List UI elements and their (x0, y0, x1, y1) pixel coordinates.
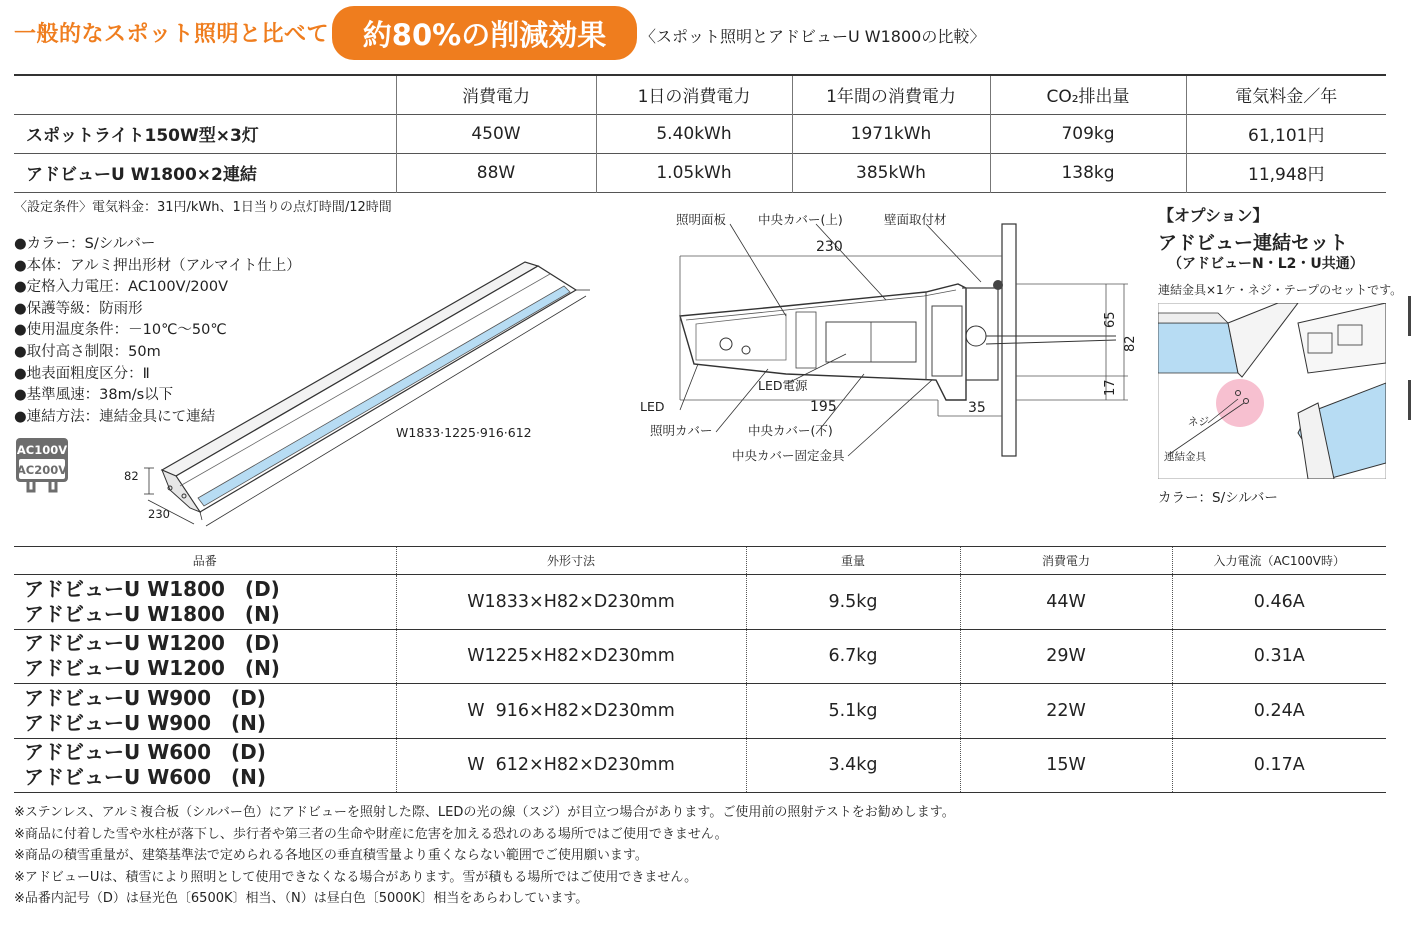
height-dimension: 82 (124, 469, 139, 483)
current-cell: 0.24A (1172, 684, 1386, 739)
note-item: ※商品に付着した雪や氷柱が落下し、歩行者や第三者の生命や財産に危害を加える恐れのある場所ではご使用できません。 (14, 826, 728, 842)
label-light-cover: 照明カバー (650, 423, 713, 438)
model-name-cell (14, 575, 396, 630)
power-cell: 22W (960, 684, 1172, 739)
notes-list (14, 802, 955, 910)
comparison-header-cell: 消費電力 (396, 75, 596, 114)
model-name: アドビューU W1200 (N) (24, 656, 280, 681)
table-row (14, 629, 1386, 684)
option-color: カラー：S/シルバー (1158, 490, 1278, 506)
dimensions-cell: W1225×H82×D230mm (396, 629, 746, 684)
model-header-row (14, 547, 1386, 575)
label-led: LED (640, 399, 665, 414)
badge-ac100-label: AC100V (16, 443, 68, 457)
model-name: アドビューU W1200 (D) (24, 631, 280, 656)
model-header-cell: 入力電流（AC100V時） (1172, 547, 1386, 575)
spec-item: ●保護等級：防雨形 (14, 300, 143, 317)
page-edge-mark (1408, 296, 1411, 336)
model-name: アドビューU W1800 (D) (24, 576, 280, 601)
spec-item: ●取付高さ制限：50m (14, 343, 161, 360)
product-illustration (140, 250, 600, 530)
table-row (14, 684, 1386, 739)
comparison-header-cell: 1日の消費電力 (596, 75, 792, 114)
model-name: アドビューU W900 (N) (24, 710, 267, 735)
table-cell: 61,101円 (1186, 114, 1386, 153)
connector-illustration (1158, 303, 1386, 479)
dimensions-cell: W 916×H82×D230mm (396, 684, 746, 739)
table-cell: 5.40kWh (596, 114, 792, 153)
dim-82: 82 (1123, 335, 1138, 352)
badge-ac200-label: AC200V (16, 463, 68, 477)
comparison-header-cell: 電気料金／年 (1186, 75, 1386, 114)
dimensions-cell: W 612×H82×D230mm (396, 738, 746, 793)
table-cell: 88W (396, 153, 596, 192)
model-name: アドビューU W600 (D) (24, 740, 266, 765)
note-item: ※商品の積雪重量が、建築基準法で定められる各地区の垂直積雪量より重くならない範囲でご使用願います。 (14, 848, 648, 863)
row-label: アドビューU W1800×2連結 (26, 165, 257, 185)
table-cell: 709kg (990, 114, 1186, 153)
comparison-header-cell (14, 75, 396, 114)
comparison-caption: 〈スポット照明とアドビューU W1800の比較〉 (640, 27, 986, 46)
comparison-header-cell: CO₂排出量 (990, 75, 1186, 114)
label-cover-fixing: 中央カバー固定金具 (732, 448, 845, 463)
model-name: アドビューU W600 (N) (24, 765, 267, 790)
option-subtitle: （アドビューN・L2・U共通） (1168, 256, 1364, 272)
table-row (14, 114, 1386, 153)
spec-item: ●地表面粗度区分：Ⅱ (14, 365, 150, 382)
spec-item: ●連結方法：連結金具にて連結 (14, 408, 216, 425)
dim-17: 17 (1103, 379, 1118, 396)
weight-cell: 5.1kg (746, 684, 960, 739)
voltage-badge-icon (15, 437, 69, 495)
table-cell: 1.05kWh (596, 153, 792, 192)
model-name-cell (14, 684, 396, 739)
label-cover-top: 中央カバー(上) (758, 212, 843, 227)
model-name: アドビューU W900 (D) (24, 685, 266, 710)
row-label: スポットライト150W型×3灯 (26, 126, 259, 146)
table-cell: 450W (396, 114, 596, 153)
dim-195: 195 (810, 399, 837, 415)
table-cell: 138kg (990, 153, 1186, 192)
table-cell: 1971kWh (792, 114, 990, 153)
note-item: ※アドビューUは、積雪により照明として使用できなくなる場合があります。雪が積もる場所ではご使用できません。 (14, 869, 698, 885)
length-dimension: W1833·1225·916·612 (396, 425, 532, 440)
table-cell: 11,948円 (1186, 153, 1386, 192)
model-header-cell: 消費電力 (960, 547, 1172, 575)
spec-item: ●本体：アルミ押出形材（アルマイト仕上） (14, 257, 301, 274)
option-description: 連結金具×1ケ・ネジ・テープのセットです。 (1158, 283, 1403, 297)
headline: 一般的なスポット照明と比べて (14, 22, 330, 47)
label-wall-mount: 壁面取付材 (884, 212, 947, 227)
settings-conditions: 〈設定条件〉電気料金：31円/kWh、1日当りの点灯時間/12時間 (14, 200, 392, 215)
power-cell: 29W (960, 629, 1172, 684)
bracket-label: 連結金具 (1164, 451, 1206, 463)
page-edge-mark (1408, 380, 1411, 420)
spec-item: ●定格入力電圧：AC100V/200V (14, 279, 229, 296)
table-row (14, 153, 1386, 192)
current-cell: 0.17A (1172, 738, 1386, 793)
model-name-cell (14, 738, 396, 793)
option-name: アドビュー連結セット (1158, 232, 1349, 254)
dim-35: 35 (968, 400, 986, 416)
dim-230: 230 (816, 239, 843, 255)
option-title: 【オプション】 (1158, 206, 1269, 225)
label-led-power: LED電源 (758, 378, 808, 393)
note-item: ※品番内記号（D）は昼光色〔6500K〕相当、（N）は昼白色〔5000K〕相当をあらわしています。 (14, 891, 589, 906)
model-name: アドビューU W1800 (N) (24, 601, 280, 626)
weight-cell: 6.7kg (746, 629, 960, 684)
comparison-header-row (14, 75, 1386, 114)
table-row (14, 738, 1386, 793)
model-header-cell: 外形寸法 (396, 547, 746, 575)
dimensions-cell: W1833×H82×D230mm (396, 575, 746, 630)
power-cell: 15W (960, 738, 1172, 793)
comparison-header-cell: 1年間の消費電力 (792, 75, 990, 114)
table-row (14, 575, 1386, 630)
dim-65: 65 (1103, 311, 1118, 328)
note-item: ※ステンレス、アルミ複合板（シルバー色）にアドビューを照射した際、LEDの光の線（スジ）が目立つ場合があります。ご使用前の照射テストをお勧めします。 (14, 805, 955, 820)
model-table (14, 546, 1386, 793)
model-header-cell: 重量 (746, 547, 960, 575)
screw-label: ネジ (1188, 416, 1209, 428)
power-cell: 44W (960, 575, 1172, 630)
weight-cell: 9.5kg (746, 575, 960, 630)
current-cell: 0.46A (1172, 575, 1386, 630)
depth-dimension: 230 (148, 507, 170, 521)
current-cell: 0.31A (1172, 629, 1386, 684)
spec-item: ●カラー：S/シルバー (14, 236, 156, 252)
comparison-table (14, 74, 1386, 193)
weight-cell: 3.4kg (746, 738, 960, 793)
label-panel: 照明面板 (676, 212, 727, 227)
savings-badge: 約80%の削減効果 (332, 6, 637, 60)
model-header-cell: 品番 (192, 554, 217, 568)
table-cell: 385kWh (792, 153, 990, 192)
label-cover-bottom: 中央カバー(下) (748, 423, 833, 438)
spec-item: ●基準風速：38m/s以下 (14, 387, 174, 404)
spec-item: ●使用温度条件：－10℃～50℃ (14, 322, 227, 339)
model-name-cell (14, 629, 396, 684)
section-diagram (636, 204, 1146, 474)
